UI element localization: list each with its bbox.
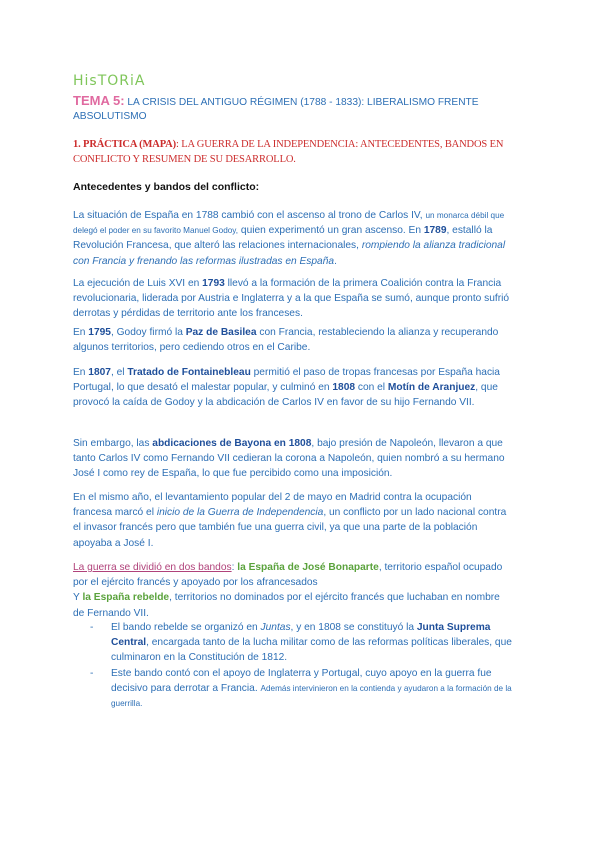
year-1795: 1795 <box>88 327 111 338</box>
paragraph-5 <box>73 436 513 482</box>
list-item <box>73 620 513 666</box>
topic-label: TEMA 5 <box>73 93 121 108</box>
li1-text-a: El bando rebelde se organizó en <box>111 622 261 633</box>
p4-text-a: En <box>73 367 89 378</box>
practice-title <box>73 137 533 167</box>
junta-suprema-central: Junta Suprema Central <box>111 622 491 649</box>
li2-text-a: Este bando contó con el apoyo de Inglaterra y Portugal, cuyo apoyo en la guerra fue decisivo para derrotar a Francia. <box>111 667 492 694</box>
bando-jose-bonaparte: la España de José Bonaparte <box>237 562 379 573</box>
li1-text-b: , y en 1808 se constituyó la <box>290 622 417 633</box>
motin-aranjuez: Motín de Aranjuez <box>387 382 476 394</box>
p1-text-c: , estalló la Revolución Francesa, que alteró las relaciones internacionales, <box>73 225 493 252</box>
year-1808: 1808 <box>332 382 356 394</box>
paragraph-3 <box>73 325 513 355</box>
li2-small: Además intervinieron en la contienda y ayudaron a la formación de la guerrilla. <box>111 683 512 709</box>
p4-text-b: , el <box>110 367 128 378</box>
p6-italic: inicio de la Guerra de Independencia <box>156 507 324 519</box>
topic-text: LA CRISIS DEL ANTIGUO RÉGIMEN (1788 - 1833): LIBERALISMO FRENTE ABSOLUTISMO <box>73 97 479 122</box>
list-dash: - <box>90 667 94 679</box>
juntas-italic: Juntas <box>260 622 291 633</box>
p4-text-e: , que provocó la caída de Godoy y la abdicación de Carlos IV en favor de su hijo Fernando VII. <box>73 382 498 409</box>
p5-text-a: Sin embargo, las <box>73 438 153 449</box>
p3-text-b: , Godoy firmó la <box>110 327 186 338</box>
p5-text-b: , bajo presión de Napoleón, llevaron a que tanto Carlos IV como Fernando VII cedieran la corona a Napoleón, quien nombró a su hermano José I como rey de España, lo que fue percibido como una imposición. <box>73 438 505 480</box>
p1-text-b: quien experimentó un gran ascenso. En <box>238 225 424 237</box>
list-item <box>73 666 513 712</box>
practice-text: : LA GUERRA DE LA INDEPENDENCIA: ANTECEDENTES, BANDOS EN CONFLICTO Y RESUMEN DE SU DESARROLLO. <box>73 139 504 165</box>
year-1789: 1789 <box>423 225 447 237</box>
topic-colon: : <box>120 93 125 108</box>
p7-text-a: : <box>231 562 238 573</box>
year-1807: 1807 <box>88 367 111 378</box>
list-dash: - <box>90 622 94 633</box>
p6-text-a: En el mismo año, el levantamiento popular del 2 de mayo en Madrid contra la ocupación francesa marcó el <box>73 492 472 519</box>
bullet-list <box>73 620 513 711</box>
historia-logo: HisTORiA <box>73 73 146 89</box>
paragraph-7 <box>73 560 513 621</box>
abdicaciones-bayona: abdicaciones de Bayona en 1808 <box>152 438 312 449</box>
paragraph-2 <box>73 276 513 322</box>
p7-text-b: , territorio español ocupado por el ejército francés y apoyado por los afrancesados <box>73 562 503 589</box>
p1-italic: rompiendo la alianza tradicional con Francia y frenando las reformas ilustradas en España <box>73 240 506 267</box>
p1-text-a: La situación de España en 1788 cambió con el ascenso al trono de Carlos IV, <box>73 210 426 221</box>
li1-text-c: , encargada tanto de la lucha militar como de las reformas políticas liberales, que culminaron en la Constitución de 1812. <box>111 637 512 664</box>
p1-small: un monarca débil que delegó el poder en su favorito Manuel Godoy, <box>73 211 505 236</box>
paragraph-1 <box>73 208 513 269</box>
p4-text-c: permitió el paso de tropas francesas por España hacia Portugal, lo que desató el malestar popular, y culminó en <box>73 367 500 394</box>
bando-rebelde: la España rebelde <box>82 592 170 604</box>
p3-text-a: En <box>73 327 89 338</box>
p3-text-c: con Francia, restableciendo la alianza y recuperando algunos territorios, pero cediendo otros en el Caribe. <box>73 327 499 354</box>
p7-text-d: , territorios no dominados por el ejército francés que luchaban en nombre de Fernando VII. <box>73 592 500 619</box>
paragraph-6 <box>73 490 513 551</box>
p7-text-c: Y <box>73 592 83 604</box>
bandos-underlined: La guerra se dividió en dos bandos <box>73 562 232 573</box>
p4-text-d: con el <box>355 382 388 394</box>
section-heading: Antecedentes y bandos del conflicto: <box>73 181 260 193</box>
topic-title <box>73 94 533 124</box>
p2-text-a: La ejecución de Luis XVI en <box>73 278 203 289</box>
practice-lead: 1. PRÁCTICA (MAPA) <box>73 139 176 150</box>
year-1793: 1793 <box>202 278 225 289</box>
paz-de-basilea: Paz de Basilea <box>185 327 257 338</box>
p6-text-b: , un conflicto por un lado nacional contra el invasor francés pero que también fue una guerra civil, ya que una parte de la población apoyaba a José I. <box>73 507 507 549</box>
paragraph-4 <box>73 365 513 411</box>
tratado-fontainebleau: Tratado de Fontainebleau <box>127 367 251 378</box>
p1-text-d: . <box>334 255 337 267</box>
p2-text-b: llevó a la formación de la primera Coalición contra la Francia revolucionaria, liderada por Austria e Inglaterra y a la que España se sumó, aunque pronto sufrió derrotas y pérdidas de territorio ante los franceses. <box>73 278 510 320</box>
